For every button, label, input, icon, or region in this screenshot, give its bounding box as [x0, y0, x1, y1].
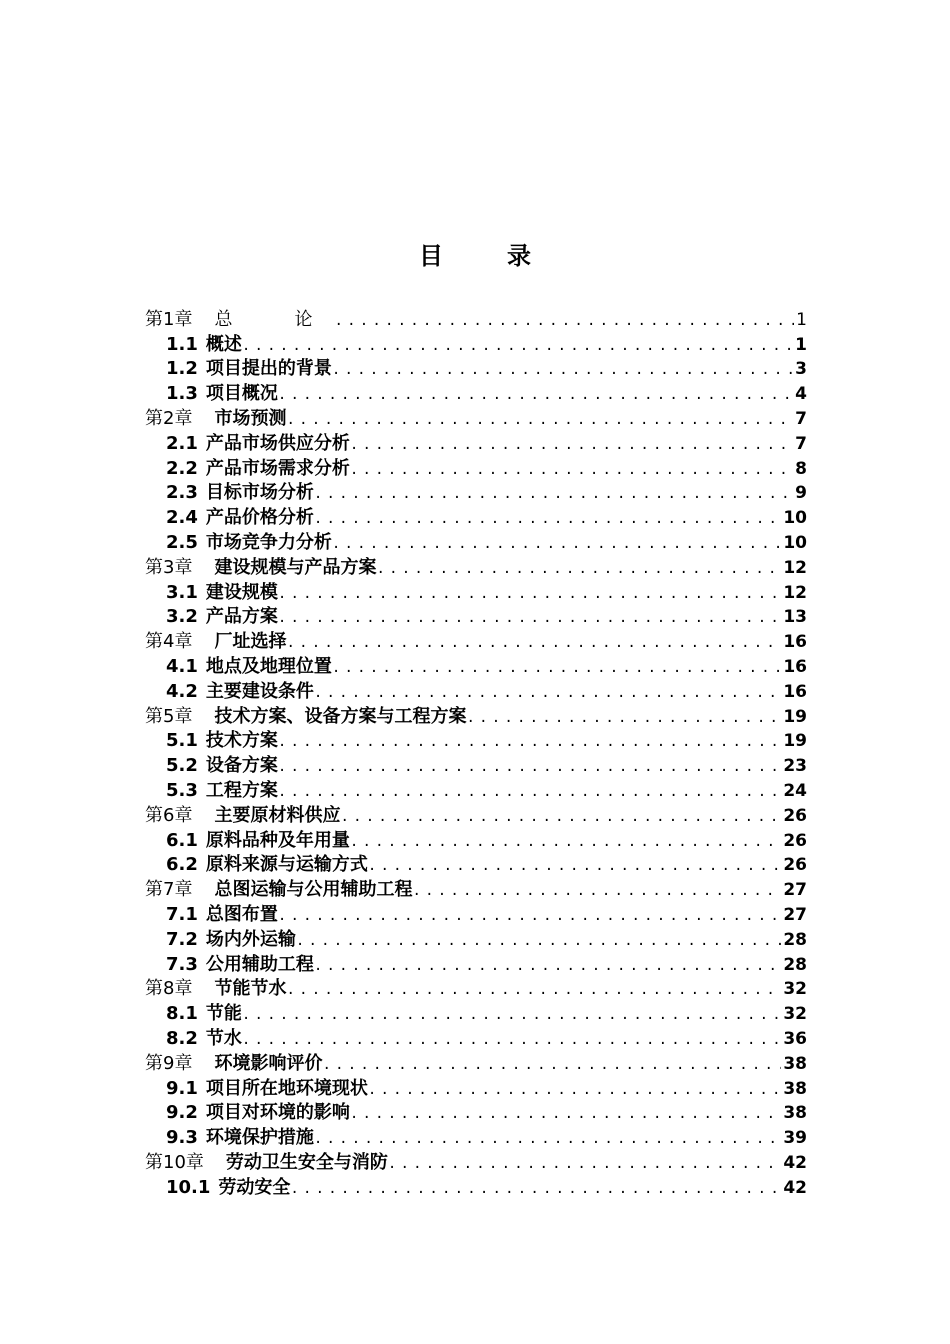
toc-entry-label: [145, 557, 376, 579]
toc-page-number: 38: [783, 1078, 807, 1099]
toc-entry-number: 9.2: [166, 1102, 198, 1124]
toc-entry-number: 8.2: [166, 1027, 198, 1049]
toc-dot-leader: [388, 1155, 781, 1174]
toc-entry-number: 8.1: [166, 1003, 198, 1025]
toc-page-number: 39: [783, 1128, 807, 1149]
toc-entry-title: 环境保护措施: [205, 1127, 314, 1149]
toc-entry-number: 第1章: [145, 308, 193, 330]
toc-entry-title: 主要建设条件: [205, 680, 314, 702]
toc-section-entry[interactable]: [145, 1100, 807, 1125]
toc-entry-title: 总 论: [214, 308, 335, 330]
toc-entry-title: 项目所在地环境现状: [205, 1077, 368, 1099]
toc-dot-leader: [350, 833, 781, 852]
toc-page-number: 16: [783, 632, 807, 653]
toc-entry-title: 地点及地理位置: [205, 655, 332, 677]
toc-chapter-entry[interactable]: [145, 876, 807, 901]
toc-page-number: 26: [783, 855, 807, 876]
toc-entry-title: 节能: [205, 1003, 242, 1025]
toc-entry-label: [166, 606, 278, 628]
toc-page-number: 7: [795, 433, 807, 454]
table-of-contents: [145, 306, 807, 1199]
toc-section-entry[interactable]: [145, 678, 807, 703]
toc-section-entry[interactable]: [145, 728, 807, 753]
toc-entry-number: 9.1: [166, 1077, 198, 1099]
toc-dot-leader: [322, 1056, 781, 1075]
toc-entry-label: [145, 1053, 322, 1075]
toc-page-number: 10: [783, 532, 807, 553]
toc-entry-label: [166, 1177, 290, 1199]
toc-page-number: 28: [783, 929, 807, 950]
toc-entry-title: 劳动卫生安全与消防: [225, 1151, 388, 1173]
toc-section-entry[interactable]: [145, 430, 807, 455]
toc-section-entry[interactable]: [145, 579, 807, 604]
toc-page-number: 7: [795, 408, 807, 429]
toc-dot-leader: [314, 510, 781, 529]
toc-dot-leader: [290, 1180, 781, 1199]
toc-entry-number: 2.2: [166, 457, 198, 479]
toc-section-entry[interactable]: [145, 901, 807, 926]
toc-dot-leader: [340, 808, 781, 827]
toc-chapter-entry[interactable]: [145, 703, 807, 728]
toc-page-number: 28: [783, 954, 807, 975]
toc-section-entry[interactable]: [145, 380, 807, 405]
toc-dot-leader: [332, 361, 793, 380]
toc-entry-title: 产品市场供应分析: [205, 432, 350, 454]
toc-entry-number: 1.3: [166, 383, 198, 405]
toc-entry-title: 建设规模: [205, 581, 278, 603]
toc-entry-label: [166, 1003, 242, 1025]
toc-entry-title: 节水: [205, 1027, 242, 1049]
toc-entry-number: 2.3: [166, 482, 198, 504]
page-title: 目 录: [419, 242, 551, 270]
toc-page-number: 13: [783, 607, 807, 628]
toc-chapter-entry[interactable]: [145, 554, 807, 579]
toc-dot-leader: [278, 783, 781, 802]
toc-page-number: 38: [783, 1053, 807, 1074]
toc-dot-leader: [286, 981, 781, 1000]
toc-entry-number: 7.2: [166, 928, 198, 950]
toc-section-entry[interactable]: [145, 1075, 807, 1100]
toc-entry-title: 劳动安全: [218, 1176, 291, 1198]
toc-entry-title: 项目对环境的影响: [205, 1102, 350, 1124]
toc-section-entry[interactable]: [145, 331, 807, 356]
toc-entry-title: 建设规模与产品方案: [214, 556, 377, 578]
toc-page-number: 24: [783, 780, 807, 801]
toc-section-entry[interactable]: [145, 455, 807, 480]
toc-entry-number: 6.2: [166, 854, 198, 876]
toc-entry-number: 第2章: [145, 407, 193, 429]
toc-dot-leader: [286, 634, 781, 653]
toc-dot-leader: [332, 535, 781, 554]
toc-entry-title: 场内外运输: [205, 928, 296, 950]
toc-entry-label: [166, 1102, 350, 1124]
toc-entry-number: 2.5: [166, 531, 198, 553]
toc-entry-number: 5.3: [166, 779, 198, 801]
toc-page-number: 12: [783, 557, 807, 578]
toc-entry-number: 7.3: [166, 953, 198, 975]
toc-entry-label: [166, 532, 332, 554]
toc-chapter-entry[interactable]: [145, 976, 807, 1001]
toc-section-entry[interactable]: [145, 1174, 807, 1199]
toc-entry-label: [166, 507, 314, 529]
toc-entry-label: [166, 830, 350, 852]
toc-entry-number: 第4章: [145, 631, 193, 653]
toc-entry-number: 第9章: [145, 1052, 193, 1074]
toc-page-number: 9: [795, 483, 807, 504]
toc-page-number: 26: [783, 830, 807, 851]
toc-page-number: 32: [783, 979, 807, 1000]
toc-page-number: 23: [783, 756, 807, 777]
toc-page-number: 1: [796, 309, 807, 330]
toc-dot-leader: [350, 436, 793, 455]
toc-dot-leader: [350, 1105, 781, 1124]
toc-page-number: 16: [783, 681, 807, 702]
toc-entry-label: [145, 978, 286, 1000]
toc-entry-number: 第6章: [145, 804, 193, 826]
toc-entry-number: 5.1: [166, 730, 198, 752]
toc-entry-number: 5.2: [166, 755, 198, 777]
toc-dot-leader: [314, 957, 781, 976]
toc-entry-label: [166, 904, 278, 926]
toc-page-number: 36: [783, 1028, 807, 1049]
toc-dot-leader: [368, 1081, 781, 1100]
toc-dot-leader: [314, 1130, 781, 1149]
toc-entry-title: 产品价格分析: [205, 507, 314, 529]
toc-dot-leader: [242, 1006, 781, 1025]
toc-dot-leader: [278, 733, 781, 752]
toc-entry-title: 项目提出的背景: [205, 358, 332, 380]
toc-page-number: 27: [783, 880, 807, 901]
toc-section-entry[interactable]: [145, 504, 807, 529]
toc-entry-title: 原料品种及年用量: [205, 829, 350, 851]
toc-entry-title: 公用辅助工程: [205, 953, 314, 975]
toc-page-number: 26: [783, 805, 807, 826]
toc-section-entry[interactable]: [145, 480, 807, 505]
toc-entry-label: [166, 954, 314, 976]
toc-section-entry[interactable]: [145, 1000, 807, 1025]
toc-section-entry[interactable]: [145, 777, 807, 802]
toc-entry-title: 市场预测: [214, 407, 287, 429]
toc-entry-title: 技术方案、设备方案与工程方案: [214, 705, 467, 727]
toc-dot-leader: [278, 609, 781, 628]
toc-entry-label: [145, 706, 466, 728]
toc-entry-title: 概述: [205, 333, 242, 355]
toc-section-entry[interactable]: [145, 827, 807, 852]
toc-page-number: 12: [783, 582, 807, 603]
toc-entry-number: 4.1: [166, 655, 198, 677]
toc-entry-number: 1.1: [166, 333, 198, 355]
toc-entry-number: 第5章: [145, 705, 193, 727]
toc-entry-label: [166, 755, 278, 777]
toc-section-entry[interactable]: [145, 951, 807, 976]
toc-entry-number: 3.2: [166, 606, 198, 628]
toc-entry-label: [145, 805, 340, 827]
toc-entry-title: 厂址选择: [214, 631, 287, 653]
toc-entry-number: 2.1: [166, 432, 198, 454]
toc-entry-title: 产品市场需求分析: [205, 457, 350, 479]
toc-page-number: 3: [795, 359, 807, 380]
toc-entry-label: [145, 1152, 388, 1174]
toc-dot-leader: [350, 461, 793, 480]
toc-chapter-entry[interactable]: [145, 1149, 807, 1174]
toc-section-entry[interactable]: [145, 653, 807, 678]
toc-section-entry[interactable]: [145, 926, 807, 951]
toc-entry-title: 市场竞争力分析: [205, 531, 332, 553]
toc-entry-label: [166, 854, 368, 876]
toc-entry-label: [166, 383, 278, 405]
toc-entry-label: [166, 482, 314, 504]
toc-entry-label: [166, 458, 350, 480]
toc-entry-title: 主要原材料供应: [214, 804, 341, 826]
toc-entry-label: [145, 631, 286, 653]
toc-entry-label: [166, 1078, 368, 1100]
toc-page-number: 10: [783, 508, 807, 529]
toc-entry-title: 工程方案: [205, 779, 278, 801]
toc-entry-number: 1.2: [166, 358, 198, 380]
toc-section-entry[interactable]: [145, 529, 807, 554]
toc-entry-title: 总图运输与公用辅助工程: [214, 879, 413, 901]
toc-dot-leader: [296, 932, 781, 951]
toc-dot-leader: [412, 882, 781, 901]
toc-entry-number: 4.2: [166, 680, 198, 702]
toc-dot-leader: [314, 485, 793, 504]
toc-chapter-entry[interactable]: [145, 802, 807, 827]
toc-entry-title: 技术方案: [205, 730, 278, 752]
toc-dot-leader: [278, 907, 781, 926]
toc-entry-number: 2.4: [166, 507, 198, 529]
toc-entry-label: [166, 358, 332, 380]
toc-entry-title: 环境影响评价: [214, 1052, 323, 1074]
toc-entry-number: 6.1: [166, 829, 198, 851]
toc-entry-number: 7.1: [166, 903, 198, 925]
toc-page-number: 4: [795, 384, 807, 405]
toc-entry-number: 第8章: [145, 978, 193, 1000]
toc-entry-number: 10.1: [166, 1176, 211, 1198]
toc-page-number: 27: [783, 904, 807, 925]
toc-dot-leader: [286, 411, 793, 430]
toc-section-entry[interactable]: [145, 852, 807, 877]
toc-entry-number: 9.3: [166, 1127, 198, 1149]
toc-entry-label: [166, 582, 278, 604]
toc-page-number: 42: [783, 1152, 807, 1173]
toc-entry-title: 总图布置: [205, 903, 278, 925]
toc-page-number: 19: [783, 706, 807, 727]
toc-entry-label: [145, 309, 334, 331]
toc-page-number: 8: [795, 458, 807, 479]
toc-dot-leader: [332, 659, 781, 678]
toc-entry-label: [166, 929, 296, 951]
toc-entry-label: [166, 656, 332, 678]
toc-entry-number: 第3章: [145, 556, 193, 578]
toc-dot-leader: [466, 709, 781, 728]
toc-section-entry[interactable]: [145, 1124, 807, 1149]
toc-dot-leader: [314, 684, 781, 703]
toc-page-number: 38: [783, 1103, 807, 1124]
toc-page-number: 1: [795, 334, 807, 355]
toc-entry-label: [166, 730, 278, 752]
toc-section-entry[interactable]: [145, 1025, 807, 1050]
toc-entry-label: [166, 1127, 314, 1149]
toc-entry-label: [166, 1028, 242, 1050]
toc-dot-leader: [368, 857, 781, 876]
toc-entry-title: 目标市场分析: [205, 482, 314, 504]
toc-chapter-entry[interactable]: [145, 628, 807, 653]
toc-dot-leader: [334, 312, 794, 331]
toc-entry-label: [145, 879, 412, 901]
toc-entry-label: [166, 681, 314, 703]
toc-dot-leader: [242, 1031, 781, 1050]
toc-entry-label: [166, 334, 242, 356]
toc-page-number: 42: [783, 1177, 807, 1198]
toc-chapter-entry[interactable]: [145, 306, 807, 331]
toc-entry-title: 节能节水: [214, 978, 287, 1000]
toc-section-entry[interactable]: [145, 356, 807, 381]
toc-dot-leader: [278, 758, 781, 777]
toc-entry-label: [145, 408, 286, 430]
toc-entry-title: 原料来源与运输方式: [205, 854, 368, 876]
toc-entry-number: 3.1: [166, 581, 198, 603]
toc-entry-label: [166, 780, 278, 802]
toc-entry-title: 设备方案: [205, 755, 278, 777]
toc-page-number: 32: [783, 1004, 807, 1025]
toc-dot-leader: [242, 337, 793, 356]
toc-entry-number: 第7章: [145, 879, 193, 901]
toc-section-entry[interactable]: [145, 752, 807, 777]
toc-section-entry[interactable]: [145, 604, 807, 629]
toc-chapter-entry[interactable]: [145, 1050, 807, 1075]
toc-dot-leader: [278, 585, 781, 604]
toc-entry-title: 产品方案: [205, 606, 278, 628]
toc-chapter-entry[interactable]: [145, 405, 807, 430]
toc-entry-title: 项目概况: [205, 383, 278, 405]
toc-entry-number: 第10章: [145, 1151, 204, 1173]
toc-page-number: 16: [783, 656, 807, 677]
toc-dot-leader: [376, 560, 781, 579]
toc-page-number: 19: [783, 731, 807, 752]
toc-entry-label: [166, 433, 350, 455]
toc-dot-leader: [278, 386, 793, 405]
